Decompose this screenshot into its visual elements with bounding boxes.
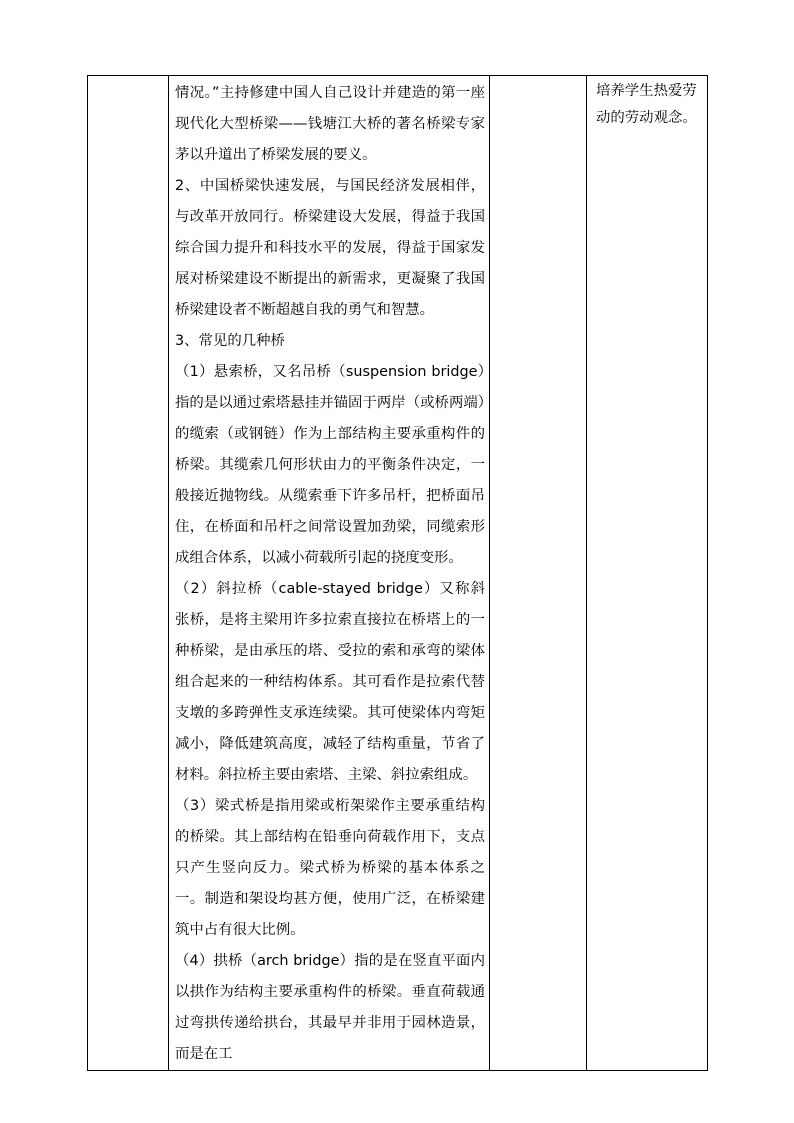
goal-text: 培养学生热爱劳动的劳动观念。 [596,83,697,126]
paragraph-suspension-bridge: （1）悬索桥，又名吊桥（suspension bridge）指的是以通过索塔悬挂并锚固于两岸（或桥两端）的缆索（或钢链）作为上部结构主要承重构件的桥梁。其缆索几何形状由力的平衡条件决定，一般接近抛物线。从缆索垂下许多吊杆，把桥面吊住，在桥面和吊杆之间常设置加劲梁，同缆索形成组合体系，以减小荷载所引起的挠度变形。 [175,364,485,566]
empty-cell-activity [490,76,587,1071]
paragraph-development: 2、中国桥梁快速发展，与国民经济发展相伴，与改革开放同行。桥梁建设大发展，得益于我国综合国力提升和科技水平的发展，得益于国家发展对桥梁建设不断提出的新需求，更凝聚了我国桥梁建设者不断超越自我的勇气和智慧。 [175,178,485,318]
table-row [88,76,708,1071]
empty-cell-stage [88,76,169,1071]
teaching-content-cell [169,76,490,1071]
paragraph-bridge-types-heading: 3、常见的几种桥 [175,333,285,349]
goal-cell [587,76,708,1071]
paragraph-arch-bridge: （4）拱桥（arch bridge）指的是在竖直平面内以拱作为结构主要承重构件的桥梁。垂直荷载通过弯拱传递给拱台，其最早并非用于园林造景，而是在工 [175,953,485,1062]
paragraph-intro: 情况。”主持修建中国人自己设计并建造的第一座现代化大型桥梁——钱塘江大桥的著名桥梁专家茅以升道出了桥梁发展的要义。 [175,85,485,163]
lesson-plan-table [87,75,708,1071]
paragraph-beam-bridge: （3）梁式桥是指用梁或桁架梁作主要承重结构的桥梁。其上部结构在铅垂向荷载作用下，支点只产生竖向反力。梁式桥为桥梁的基本体系之一。制造和架设均甚方便，使用广泛，在桥梁建筑中占有很大比例。 [175,798,485,938]
paragraph-cable-stayed-bridge: （2）斜拉桥（cable-stayed bridge）又称斜张桥，是将主梁用许多拉索直接拉在桥塔上的一种桥梁，是由承压的塔、受拉的索和承弯的梁体组合起来的一种结构体系。其可看作是拉索代替支墩的多跨弹性支承连续梁。其可使梁体内弯矩减小，降低建筑高度，减轻了结构重量，节省了材料。斜拉桥主要由索塔、主梁、斜拉索组成。 [175,581,485,783]
